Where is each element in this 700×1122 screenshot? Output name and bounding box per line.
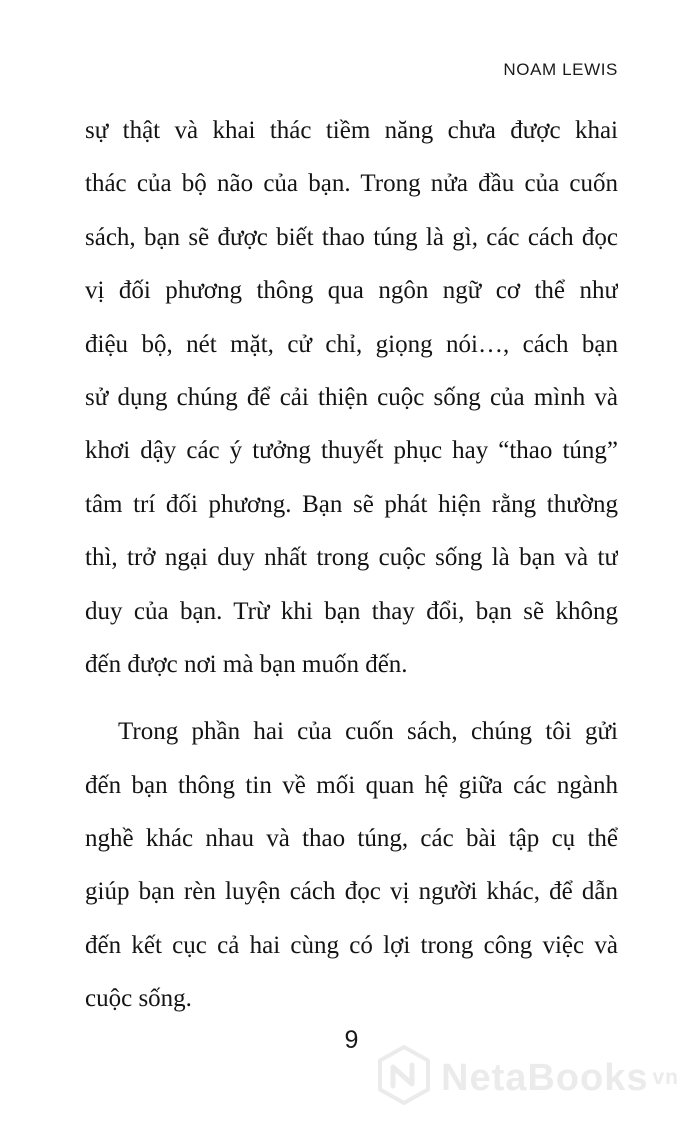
watermark-suffix-text: vn	[652, 1065, 680, 1089]
text-line: cuộc sống.	[85, 985, 192, 1013]
running-header-author: NOAM LEWIS	[503, 60, 618, 79]
text-line: đến được nơi mà bạn muốn đến.	[85, 650, 408, 678]
text-line: khơi dậy các ý tưởng thuyết phục hay “thao túng”	[85, 437, 618, 465]
text-line: tâm trí đối phương. Bạn sẽ phát hiện rằng thường	[85, 490, 618, 518]
text-line: sách, bạn sẽ được biết thao túng là gì, các cách đọc	[85, 223, 618, 251]
text-line: duy của bạn. Trừ khi bạn thay đổi, bạn sẽ không	[85, 597, 618, 625]
body-text	[85, 104, 618, 1026]
text-line: vị đối phương thông qua ngôn ngữ cơ thể như	[85, 277, 618, 305]
text-line: đến kết cục cả hai cùng có lợi trong công việc và	[85, 931, 618, 959]
paragraph	[85, 104, 618, 691]
text-line: đến bạn thông tin về mối quan hệ giữa các ngành	[85, 771, 618, 799]
text-line: điệu bộ, nét mặt, cử chỉ, giọng nói…, cách bạn	[85, 330, 618, 358]
text-line: thác của bộ não của bạn. Trong nửa đầu của cuốn	[85, 170, 618, 198]
paragraph	[85, 705, 618, 1025]
netabooks-hexagon-n-logo	[376, 1044, 432, 1111]
text-line: thì, trở ngại duy nhất trong cuộc sống là bạn và tư	[85, 544, 618, 572]
page-number: 9	[344, 1026, 359, 1054]
watermark	[376, 1044, 679, 1111]
text-line: nghề khác nhau và thao túng, các bài tập cụ thể	[85, 825, 618, 853]
text-line: Trong phần hai của cuốn sách, chúng tôi gửi	[118, 718, 618, 746]
text-line: sử dụng chúng để cải thiện cuộc sống của mình và	[85, 383, 618, 411]
text-line: giúp bạn rèn luyện cách đọc vị người khác, để dẫn	[85, 878, 618, 906]
watermark-brand-text: NetaBooks	[441, 1056, 649, 1099]
text-line: sự thật và khai thác tiềm năng chưa được khai	[85, 117, 618, 144]
